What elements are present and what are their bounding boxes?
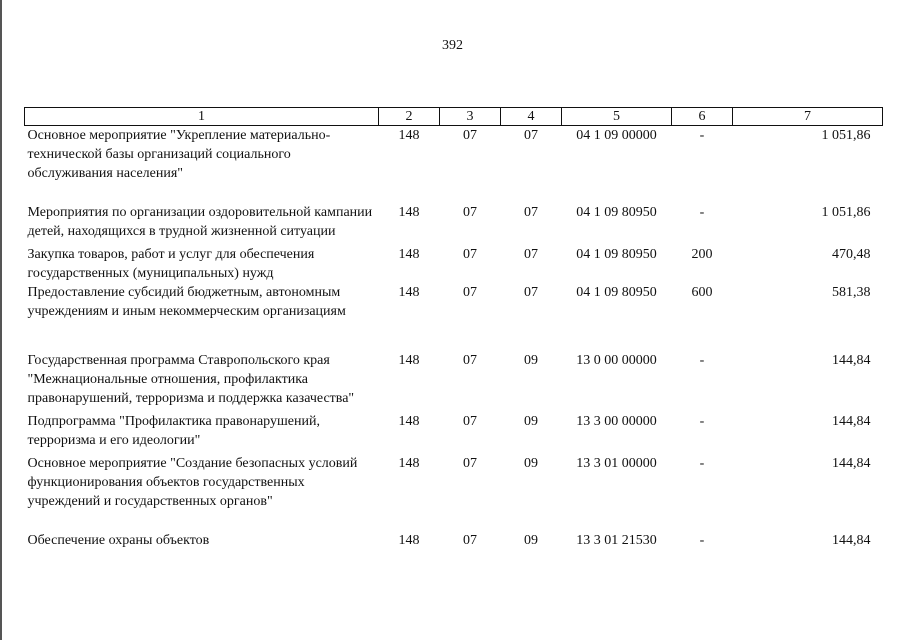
row-section: 07 (463, 128, 477, 143)
row-subsection: 07 (524, 247, 538, 262)
row-code: 148 (398, 247, 420, 262)
header-col-6: 6 (672, 108, 733, 126)
table-body (25, 126, 883, 551)
row-target-article: 13 0 00 00000 (576, 353, 657, 368)
row-target-article: 13 3 00 00000 (576, 414, 657, 429)
row-section: 07 (463, 414, 477, 429)
row-expense-type: 600 (691, 285, 713, 300)
row-section: 07 (463, 456, 477, 471)
table-row (25, 412, 883, 454)
row-amount: 1 051,86 (821, 205, 871, 220)
row-target-article: 04 1 09 80950 (576, 247, 657, 262)
row-subsection: 07 (524, 205, 538, 220)
row-name: Мероприятия по организации оздоровительной кампании детей, находящихся в трудной жизненной ситуации (27, 205, 373, 239)
row-amount: 581,38 (832, 285, 871, 300)
row-section: 07 (463, 353, 477, 368)
row-name: Основное мероприятие "Создание безопасных условий функционирования объектов государственных учреждений и государственных органов" (27, 456, 358, 509)
row-section: 07 (463, 285, 477, 300)
page-left-edge (0, 0, 2, 640)
row-name: Закупка товаров, работ и услуг для обеспечения государственных (муниципальных) нужд (27, 247, 315, 281)
row-expense-type: - (699, 205, 705, 220)
row-code: 148 (398, 128, 420, 143)
budget-table (24, 107, 883, 550)
row-target-article: 13 3 01 21530 (576, 533, 657, 548)
row-expense-type: - (699, 353, 705, 368)
row-code: 148 (398, 205, 420, 220)
row-name: Предоставление субсидий бюджетным, автономным учреждениям и иным некоммерческим организациям (27, 285, 346, 319)
row-code: 148 (398, 285, 420, 300)
row-amount: 144,84 (832, 456, 871, 471)
row-name: Подпрограмма "Профилактика правонарушений, терроризма и его идеологии" (27, 414, 320, 448)
row-expense-type: - (699, 414, 705, 429)
table-row (25, 126, 883, 204)
row-amount: 470,48 (832, 247, 871, 262)
header-col-2: 2 (379, 108, 440, 126)
header-col-7: 7 (733, 108, 883, 126)
row-name: Государственная программа Ставропольского края "Межнациональные отношения, профилактика правонарушений, терроризма и поддержка казачества" (27, 353, 355, 406)
header-col-5: 5 (562, 108, 672, 126)
header-row (25, 108, 883, 126)
row-subsection: 09 (524, 533, 538, 548)
row-expense-type: - (699, 533, 705, 548)
table-header (25, 108, 883, 126)
header-col-1: 1 (25, 108, 379, 126)
row-target-article: 04 1 09 80950 (576, 205, 657, 220)
table-row (25, 351, 883, 412)
row-amount: 144,84 (832, 353, 871, 368)
row-name: Основное мероприятие "Укрепление материально-технической базы организаций социального обслуживания населения" (27, 128, 331, 181)
row-expense-type: 200 (691, 247, 713, 262)
row-name: Обеспечение охраны объектов (27, 533, 210, 548)
row-amount: 144,84 (832, 533, 871, 548)
row-subsection: 09 (524, 414, 538, 429)
row-section: 07 (463, 205, 477, 220)
table-row (25, 531, 883, 550)
row-section: 07 (463, 533, 477, 548)
row-subsection: 09 (524, 353, 538, 368)
row-code: 148 (398, 533, 420, 548)
page-number: 392 (442, 38, 463, 53)
header-col-4: 4 (501, 108, 562, 126)
row-expense-type: - (699, 128, 705, 143)
row-amount: 1 051,86 (821, 128, 871, 143)
row-code: 148 (398, 414, 420, 429)
row-subsection: 07 (524, 285, 538, 300)
header-col-3: 3 (440, 108, 501, 126)
row-code: 148 (398, 456, 420, 471)
row-subsection: 09 (524, 456, 538, 471)
table-row (25, 283, 883, 351)
table-row (25, 203, 883, 245)
table-row (25, 245, 883, 283)
row-expense-type: - (699, 456, 705, 471)
row-section: 07 (463, 247, 477, 262)
table-row (25, 454, 883, 531)
row-code: 148 (398, 353, 420, 368)
row-amount: 144,84 (832, 414, 871, 429)
row-subsection: 07 (524, 128, 538, 143)
row-target-article: 13 3 01 00000 (576, 456, 657, 471)
row-target-article: 04 1 09 80950 (576, 285, 657, 300)
row-target-article: 04 1 09 00000 (576, 128, 657, 143)
